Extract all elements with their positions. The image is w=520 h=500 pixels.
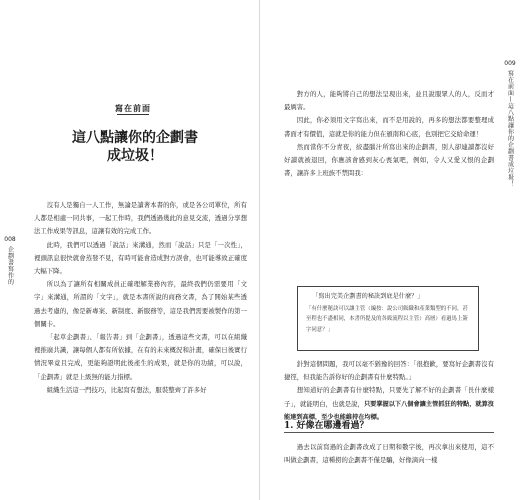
body-paragraph: 組織生活這一門技巧，比起寫有想法，服裝整齊了許多好 (46, 385, 207, 394)
section-label: 寫在前面 (115, 104, 151, 113)
body-paragraph: 對方的人，能夠將自己的想法呈現出來，並且說服眾人的人，反而才最厲害。 (284, 90, 494, 112)
right-page (260, 0, 520, 500)
chapter-title-line-1: 這八點讓你的企劃書 (72, 130, 198, 146)
body-paragraph: 針對這個問題，我可以毫不猶豫的回答：「很抱歉，要寫好企劃書沒有捷徑，但我能告訴你好的企劃書有什麼特點。」 (284, 360, 494, 382)
chapter-title-line-2: 成垃圾！ (107, 148, 163, 164)
body-paragraph: 沒有人是獨自一人工作，無論是讀著本書的你，或是各公司單位，所有人都是相處一同共事，一起工作時，我們透過幾此的意見交流，透過分享想法工作成果等訊息，這讓有效的完成工作。 (34, 201, 247, 236)
left-page-margin-tab (4, 236, 16, 287)
sub-heading: 1. 好像在哪邊看過？ (284, 421, 369, 431)
left-running-head: 企劃書寫作的 (6, 246, 14, 285)
quote-line-with-editor-note: 「有什麼秘訣可以讓主管（編按：說公司級職和產業類型的不同，甚至程也不盡相同，本書所提及的各級流程以主管）高層）看過馬上簽字同意？」 (306, 305, 468, 333)
right-running-head: 寫在前面—這八點讓你的企劃書成垃圾！ (506, 70, 514, 187)
emphasis-lead-in: 想知道好的企劃書有什麼特點，只要先了解不好的企劃書「長什麼樣子」，就能明白，也就是說， (284, 386, 494, 408)
after-quote-text (284, 358, 494, 424)
body-paragraph: 「起草企劃書」、「報告書」到「企劃書」，透過這些文書，可以在組織裡推廣共識，讓每個人都有所依據，在有的未來概況和計畫，確保日後實行情況畢竟且完成，更能夠證明此後產生的成果，就是你的功績，可以說，「企劃書」就是上級無的能力指標。 (34, 333, 247, 381)
left-body-text (34, 199, 247, 397)
quote-box (297, 286, 479, 351)
right-page-margin-tab (504, 60, 516, 189)
body-paragraph: 因此，你必須用文字寫出來，而不是用說的，再多的想法都要整理成書面才有價值，這就是你的能力但在頒南和心底，也別把它交給命運！ (284, 116, 494, 138)
left-page-number: 008 (4, 236, 16, 243)
body-paragraph: 此時，我們可以透過「說話」來溝通，然而「說話」只是「一次性」，裡頭訊息很快就會蒸發不見，有時可能會造成對方誤會，也可能導致正確度大幅下降。 (34, 240, 247, 276)
sub-heading-rule (284, 432, 494, 433)
body-paragraph: 然而當你不分青夜，絞盡腦汁所寫出來的企劃書，別人卻連讀都沒好好讀就被退回，你應該會感到灰心喪氣吧，例如，令人又愛又恨的企劃書，讓許多上班族不禁問我： (284, 142, 494, 178)
bold-emphasis: 只要掌握以下八個會讓主管抓狂的特點，就算沒能達到高標，至少也能維持在均標。 (284, 400, 494, 421)
right-page-number: 009 (504, 60, 516, 67)
right-body-text (284, 88, 494, 180)
final-body-text (284, 441, 494, 467)
chapter-title (60, 129, 210, 165)
quote-line: 「寫出完美企劃書的秘訣到底是什麼？」 (312, 293, 424, 300)
section-label-underline (117, 114, 149, 115)
body-paragraph: 過去以前寫過的企劃書改成了日期和數字後，再次拿出來使用，這不叫做企劃書，這種撈的企劃書不僅是騙，好像滴向一樣 (284, 443, 494, 465)
body-paragraph: 所以為了讓所有相關成員正確理解業務內容，最終我們仍需要用「文字」來溝通，所謂的「文字」，就是本書所說的商務文書，為了開始某些透過去考慮的，像是新專案、新制度、新服務等，這是我們需要被製作的第一個關卡。 (34, 280, 247, 328)
